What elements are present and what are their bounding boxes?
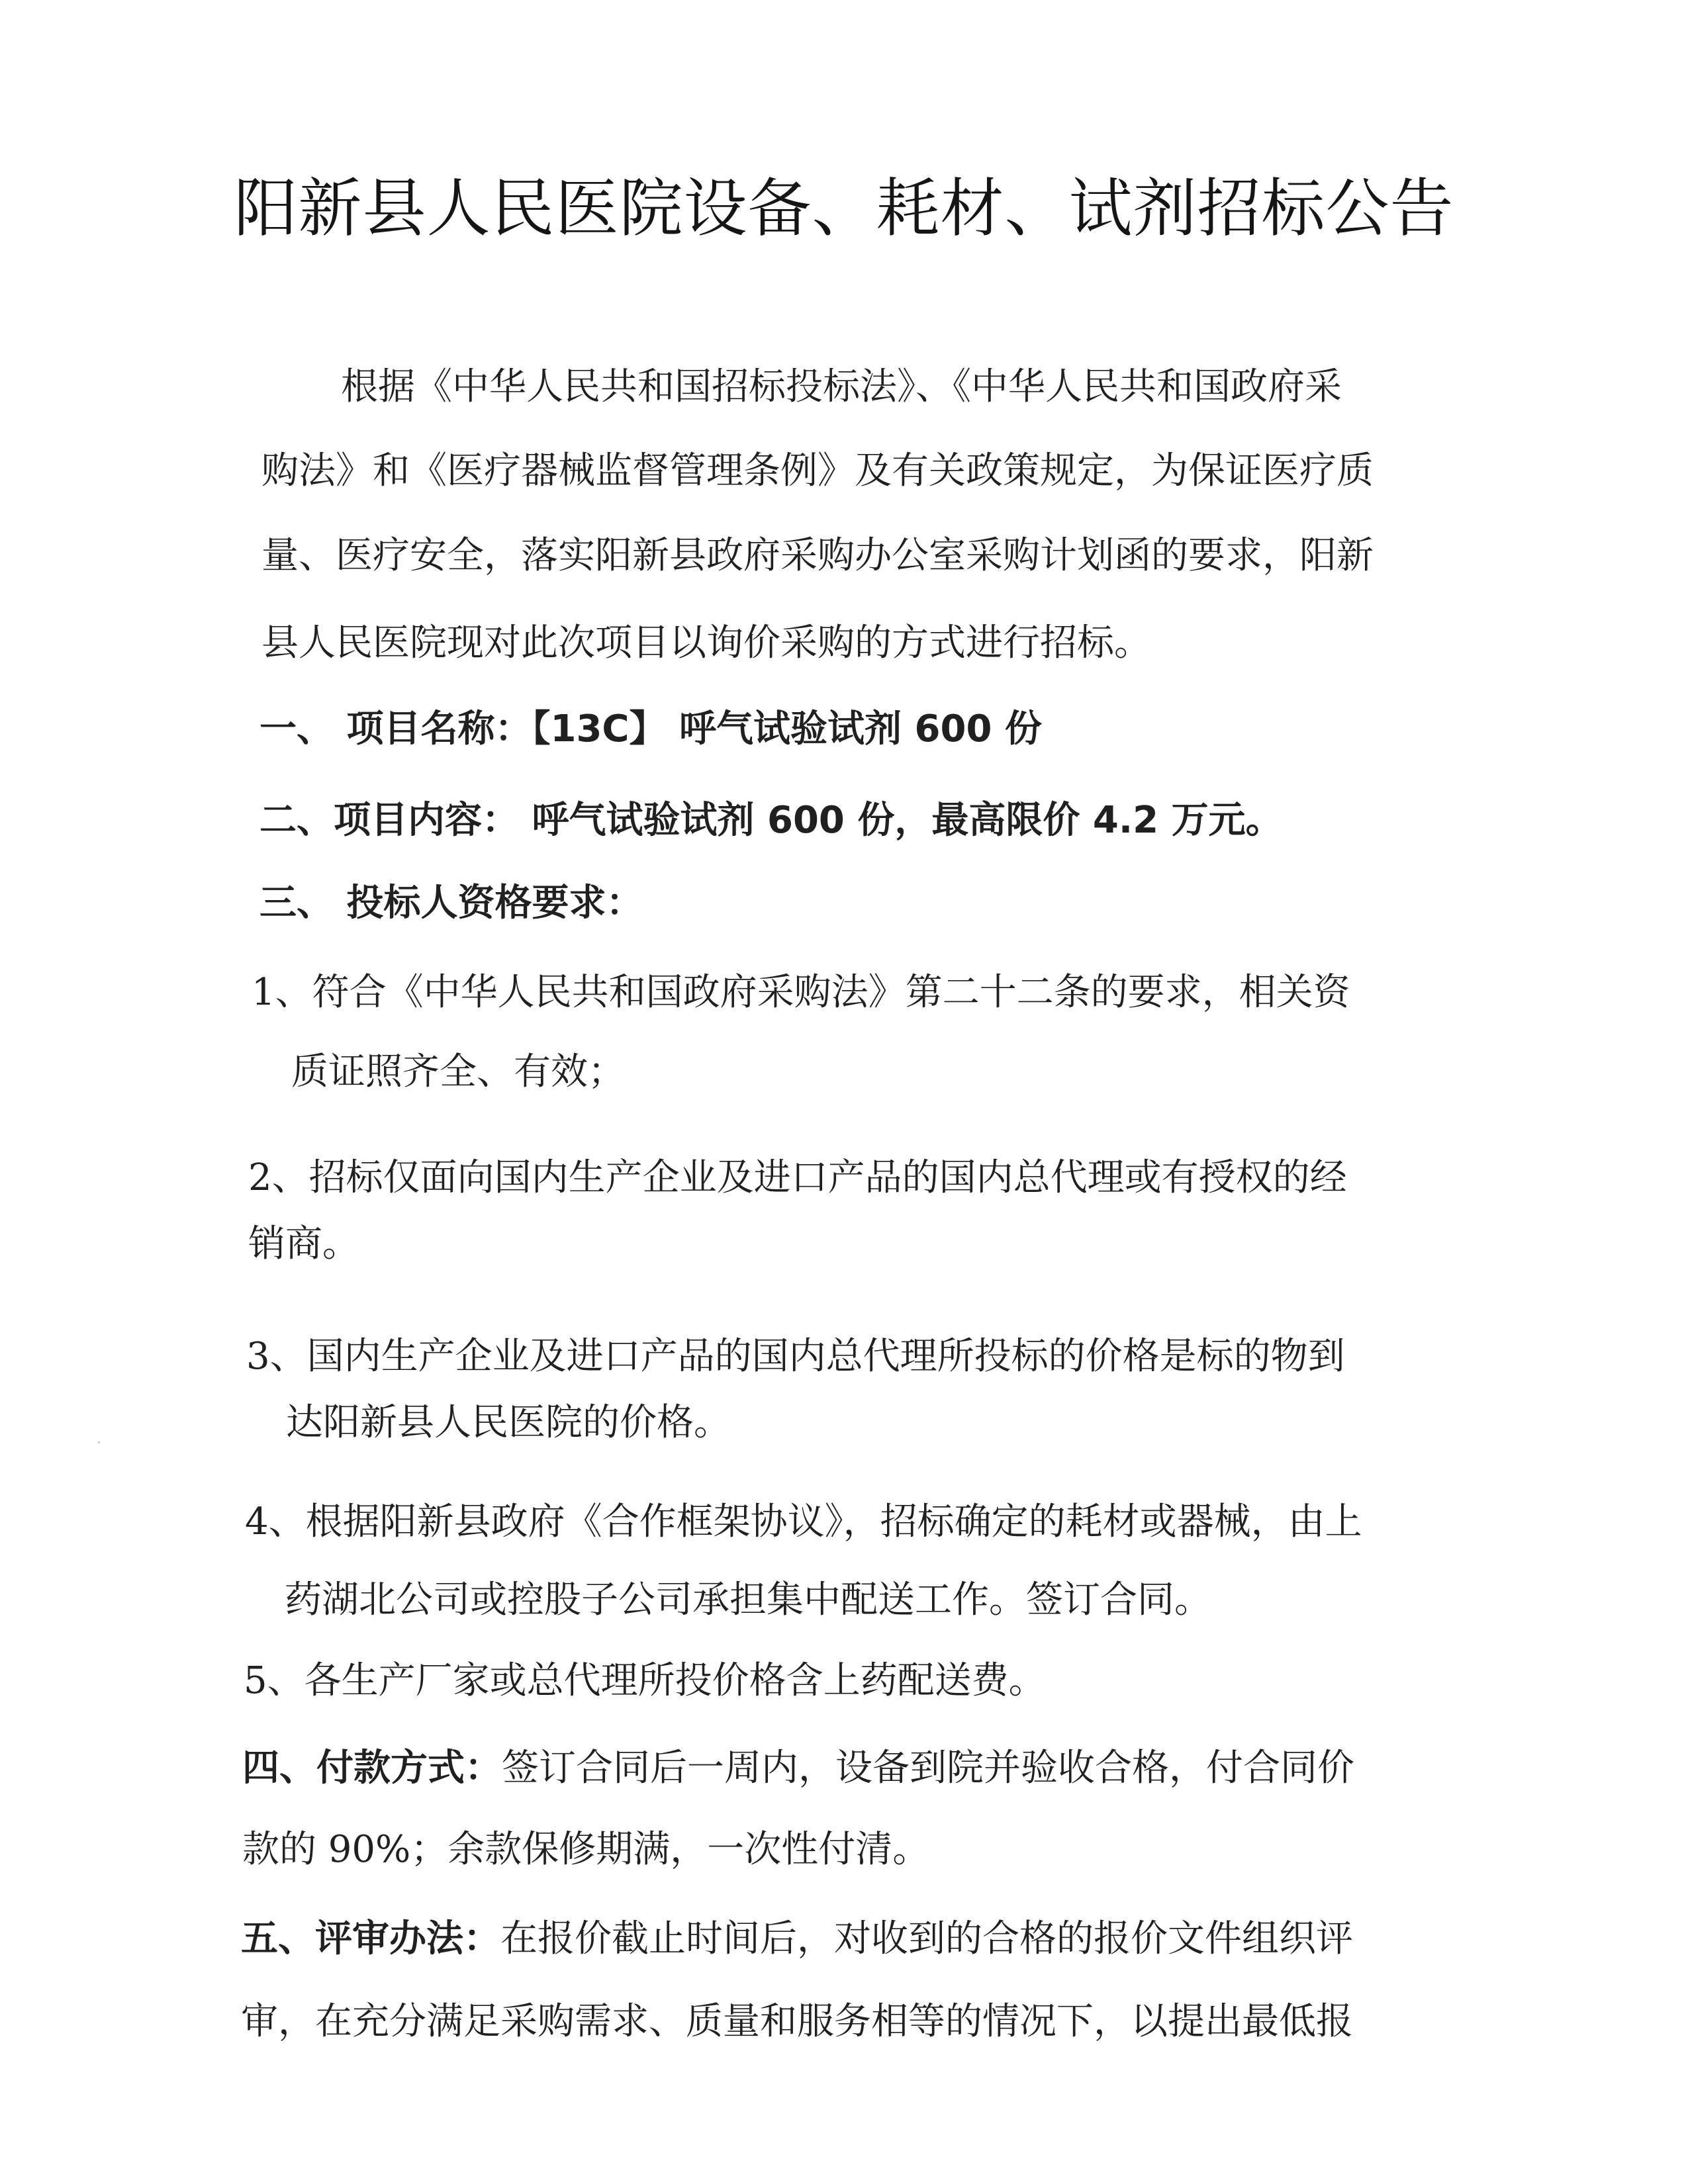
intro-line-2: 购法》和《医疗器械监督管理条例》及有关政策规定，为保证医疗质 (261, 449, 1374, 492)
item-1-line-1: 1、符合《中华人民共和国政府采购法》第二十二条的要求，相关资 (252, 971, 1350, 1014)
section-5-review-line-1 (241, 1913, 1353, 1966)
intro-line-4: 县人民医院现对此次项目以询价采购的方式进行招标。 (261, 621, 1151, 664)
section-4-payment-line-1 (242, 1742, 1354, 1795)
item-1-line-2: 质证照齐全、有效； (291, 1050, 625, 1093)
section-5-text-1: 在报价截止时间后，对收到的合格的报价文件组织评 (500, 1917, 1353, 1960)
section-5-review-line-2: 审，在充分满足采购需求、质量和服务相等的情况下，以提出最低报 (241, 2000, 1353, 2043)
item-3-line-2: 达阳新县人民医院的价格。 (286, 1401, 731, 1444)
section-3-label: 三、 投标人资格要求： (259, 882, 643, 925)
item-5: 5、各生产厂家或总代理所投价格含上药配送费。 (244, 1659, 1046, 1702)
section-2-label: 二、项目内容： (259, 799, 519, 842)
page-title: 阳新县人民医院设备、耗材、试剂招标公告 (234, 171, 1454, 246)
section-1-project-name (259, 703, 1042, 756)
section-1-label: 一、 项目名称： (259, 707, 532, 751)
section-1-value: 【13C】 呼气试验试剂 600 份 (532, 707, 1042, 751)
intro-line-1: 根据《中华人民共和国招标投标法》、《中华人民共和国政府采 (341, 365, 1342, 408)
item-3-line-1: 3、国内生产企业及进口产品的国内总代理所投标的价格是标的物到 (246, 1335, 1345, 1378)
item-2-line-1: 2、招标仅面向国内生产企业及进口产品的国内总代理或有授权的经 (248, 1156, 1347, 1199)
section-4-payment-line-2: 款的 90%；余款保修期满，一次性付清。 (242, 1828, 930, 1871)
section-4-label: 四、付款方式： (242, 1747, 502, 1790)
section-2-project-content (259, 794, 1283, 847)
section-5-label: 五、评审办法： (241, 1917, 500, 1960)
item-4-line-2: 药湖北公司或控股子公司承担集中配送工作。签订合同。 (285, 1578, 1211, 1621)
scan-speck (98, 1441, 100, 1443)
item-4-line-1: 4、根据阳新县政府《合作框架协议》，招标确定的耗材或器械，由上 (245, 1500, 1362, 1543)
item-2-line-2: 销商。 (248, 1222, 359, 1265)
section-4-text-1: 签订合同后一周内，设备到院并验收合格，付合同价 (502, 1747, 1354, 1790)
section-3-qualification (259, 877, 643, 930)
section-2-value: 呼气试验试剂 600 份，最高限价 4.2 万元。 (519, 799, 1283, 842)
intro-line-3: 量、医疗安全，落实阳新县政府采购办公室采购计划函的要求，阳新 (261, 534, 1374, 577)
